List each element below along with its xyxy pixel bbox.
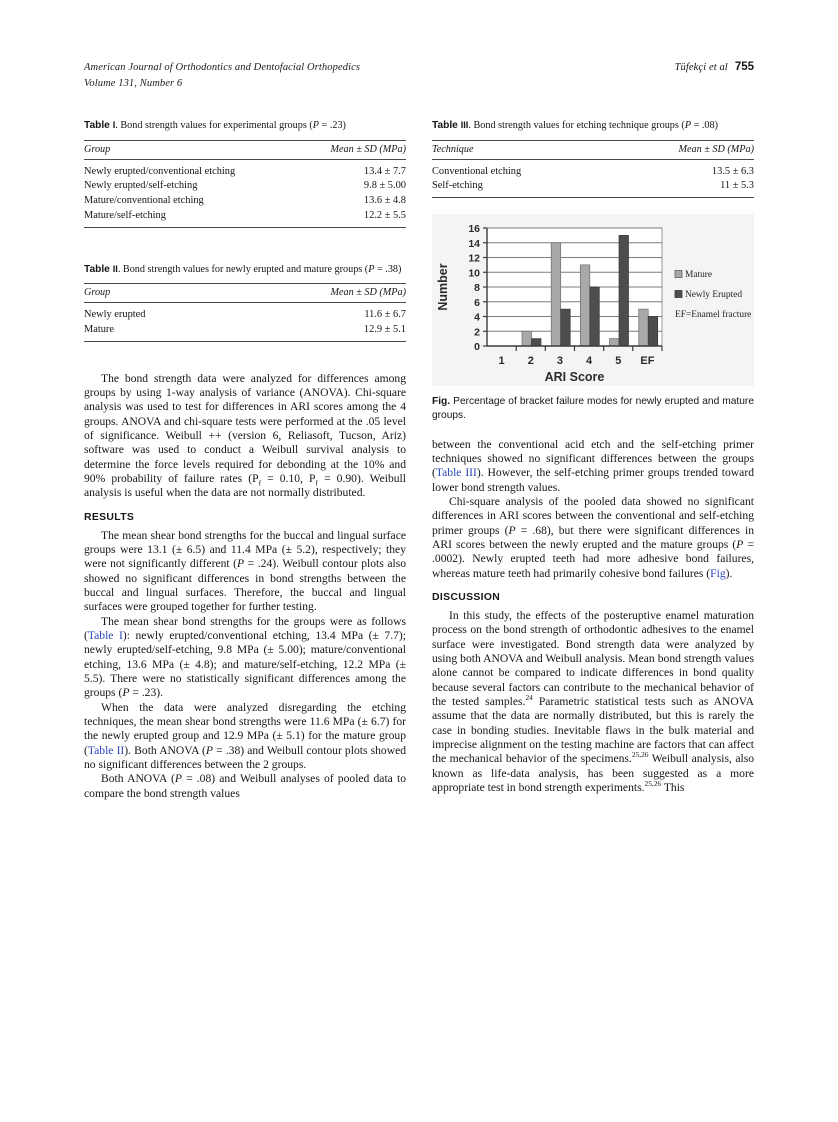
- svg-text:1: 1: [498, 354, 505, 367]
- table-3-r1-mean: 11 ± 5.3: [720, 180, 754, 192]
- legend-swatch-newly-erupted: [675, 290, 682, 297]
- svg-text:16: 16: [468, 222, 480, 235]
- running-head-author-block: [675, 60, 754, 76]
- volume-issue: Volume 131, Number 6: [84, 77, 183, 89]
- figure-caption: [432, 395, 754, 424]
- table-3-caption-text-b: = .08): [691, 120, 719, 131]
- table-row: [84, 179, 406, 194]
- paragraph-discussion-1: In this study, the effects of the posteruptive enamel maturation process on the bond strength of orthodontic adhesives to the enamel surface were investigated. Bond strength data were analyzed by using both ANOVA and Weibull analysis. Mean bond strength values alone cannot be compared to indicate differences in bond quality because several factors can contribute to the mechanical behavior of the tested samples.$^{24}$ Parametric statistical tests such as ANOVA assume that the data are normally distributed, but this is rarely the case in bonding studies. Inevitable flaws in the bulk material and imprecise alignment on the testing machine are factors that can affect the mechanical behavior of the specimens.$^{25,26}$ Weibull analysis, also known as life-data analysis, has been suggested as a more appropriate test in bond strength experiments.$^{25,26}$ This: [432, 609, 755, 795]
- right-column: [432, 118, 754, 795]
- table-1-r0-group: Newly erupted/conventional etching: [84, 165, 236, 177]
- table-row: [84, 322, 406, 341]
- running-head-authors: Tüfekçi et al: [674, 62, 728, 73]
- table-1-r2-mean: 13.6 ± 4.8: [363, 195, 406, 207]
- table-3: [432, 118, 754, 198]
- figure-label: Fig.: [432, 395, 451, 407]
- table-row: [84, 159, 406, 179]
- spacer-table1-table2: [84, 228, 406, 262]
- table-3-caption-p: P: [684, 120, 692, 131]
- svg-text:3: 3: [556, 354, 563, 367]
- p-italic: P: [205, 743, 213, 757]
- journal-title: American Journal of Orthodontics and Dentofacial Orthopedics: [84, 62, 361, 73]
- svg-text:14: 14: [468, 237, 480, 250]
- svg-text:6: 6: [474, 296, 480, 309]
- section-heading-discussion: DISCUSSION: [432, 592, 501, 603]
- link-table-1[interactable]: Table I: [87, 629, 123, 642]
- table-1-r3-mean: 12.2 ± 5.5: [363, 209, 406, 221]
- table-1-grid: [84, 140, 406, 228]
- table-1-caption-p: P: [312, 120, 319, 131]
- paragraph-results-4: Both ANOVA (P = .08) and Weibull analyses of pooled data to compare the bond strength values: [84, 772, 407, 800]
- table-row: [84, 194, 406, 209]
- svg-text:2: 2: [474, 326, 480, 339]
- table-1-label: Table I: [84, 120, 116, 131]
- legend-swatch-mature: [675, 270, 682, 277]
- section-heading-results: RESULTS: [84, 511, 135, 523]
- p-italic: P: [736, 537, 744, 551]
- svg-text:4: 4: [474, 311, 480, 324]
- table-1-r2-group: Mature/conventional etching: [84, 195, 204, 207]
- table-1-r1-group: Newly erupted/self-etching: [84, 180, 198, 192]
- table-3-col-mean: Mean ± SD (MPa): [606, 140, 754, 159]
- table-2-caption-text-a: . Bond strength values for newly erupted and mature groups (: [117, 263, 369, 275]
- figure: [432, 214, 754, 424]
- figure-image: [432, 214, 754, 386]
- svg-text:EF: EF: [640, 354, 655, 367]
- table-2-caption-p: P: [368, 263, 375, 275]
- left-column: [84, 118, 406, 801]
- table-3-r1-technique: Self-etching: [432, 180, 483, 192]
- table-3-label: Table III: [432, 120, 469, 131]
- table-2-col-group: Group: [84, 284, 229, 303]
- table-1-col-mean: Mean ± SD (MPa): [299, 140, 406, 159]
- running-head: [84, 60, 754, 92]
- table-row: [84, 208, 406, 227]
- table-2-col-mean: Mean ± SD (MPa): [229, 284, 406, 303]
- legend-label-mature: Mature: [685, 269, 713, 280]
- table-3-grid: [432, 140, 754, 198]
- table-2-r1-mean: 12.9 ± 5.1: [363, 323, 406, 335]
- table-2-r0-group: Newly erupted: [84, 309, 146, 321]
- table-1-r0-mean: 13.4 ± 7.7: [363, 165, 406, 177]
- table-3-r0-technique: Conventional etching: [432, 165, 522, 177]
- svg-text:12: 12: [468, 252, 480, 265]
- spacer-table2-body: [84, 342, 406, 372]
- link-figure[interactable]: Fig: [710, 566, 726, 580]
- page-number: 755: [734, 61, 754, 73]
- table-3-r0-mean: 13.5 ± 6.3: [711, 165, 754, 177]
- table-2-r1-group: Mature: [84, 323, 115, 335]
- table-3-col-technique: Technique: [432, 140, 606, 159]
- table-3-caption-text-a: . Bond strength values for etching technique groups (: [468, 120, 685, 131]
- svg-text:10: 10: [468, 267, 480, 280]
- p-italic: P: [508, 523, 516, 537]
- svg-text:5: 5: [615, 354, 622, 367]
- table-2: [84, 262, 406, 342]
- table-2-caption-text-b: = .38): [374, 263, 402, 275]
- table-2-r0-mean: 11.6 ± 6.7: [364, 309, 406, 321]
- paragraph-results-2: The mean shear bond strengths for the groups were as follows (Table I): newly erupted/conventional etching, 13.4 MPa (± 7.7); newly erupted/self-etching, 9.8 MPa (± 5.00); mature/conventional etching, 13.6 MPa (± 4.8); and mature/self-etching, 12.2 MPa (± 5.5). There were no statistically significant differences among the groups (P = .23).: [84, 614, 406, 700]
- link-table-3[interactable]: Table III: [435, 466, 477, 480]
- table-2-grid: [84, 283, 406, 341]
- legend-note-ef: EF=Enamel fracture: [675, 309, 752, 320]
- table-2-header-row: [84, 284, 406, 303]
- p-italic: P: [174, 772, 182, 786]
- paragraph-results-1: The mean shear bond strengths for the buccal and lingual surface groups were 13.1 (± 6.5) and 11.4 MPa (± 5.2), respectively; they were not significantly different (P = .24). Weibull contour plots also showed no significant differences in bond strengths between the buccal and lingual surfaces. Therefore, the buccal and lingual surfaces were grouped together for further testing.: [84, 528, 407, 614]
- table-3-caption: [432, 118, 754, 134]
- paragraph-right-continued: between the conventional acid etch and the self-etching primer techniques showed no significant differences between the groups (Table III). However, the self-etching primer groups trended toward lower bond strength values.: [432, 437, 754, 494]
- table-1-caption-text-b: = .23): [318, 120, 346, 131]
- svg-text:8: 8: [474, 281, 480, 294]
- table-1-caption-text-a: . Bond strength values for experimental groups (: [115, 120, 313, 131]
- svg-text:0: 0: [474, 340, 480, 353]
- svg-text:4: 4: [586, 354, 593, 367]
- chart-x-axis-title: ARI Score: [544, 369, 605, 384]
- citation-25-26-a[interactable]: 25,26: [631, 750, 649, 760]
- bar-chart: [432, 214, 754, 386]
- table-2-caption: [84, 262, 406, 278]
- legend-label-newly-erupted: Newly Erupted: [685, 289, 743, 300]
- p-italic: P: [237, 557, 245, 571]
- citation-25-26-b[interactable]: 25,26: [644, 779, 662, 789]
- paragraph-results-3: When the data were analyzed disregarding the etching techniques, the mean shear bond strengths were 11.6 MPa (± 6.7) for the newly erupted group and 12.9 MPa (± 5.1) for the mature group (Table II). Both ANOVA (P = .38) and Weibull contour plots showed no significant differences between the 2 groups.: [84, 700, 407, 772]
- table-row: [84, 303, 406, 323]
- citation-24[interactable]: 24: [525, 693, 533, 703]
- chart-y-axis-title: Number: [436, 263, 450, 311]
- table-1-header-row: [84, 140, 406, 159]
- figure-caption-text: Percentage of bracket failure modes for newly erupted and mature groups.: [432, 395, 754, 422]
- p-italic: P: [122, 686, 130, 700]
- table-row: [432, 179, 754, 198]
- table-1: [84, 118, 406, 228]
- paragraph-methods-stats: The bond strength data were analyzed for differences among groups by using 1-way analysis of variance (ANOVA). Chi-square analysis was used to test for differences in ARI scores among the 4 groups. ANOVA and chi-square tests were performed at the .05 level of significance. Weibull ++ (version 6, Reliasoft, Tucson, Ariz) software was used to conduct a Weibull survival analysis to determine the force levels required for debonding at the 10% and 90% probability of failure rates ($P_f = 0.10$, $P_f = 0.90$). Weibull analysis is useful when the data are not normally distributed.: [84, 371, 406, 500]
- table-1-caption: [84, 118, 406, 134]
- table-2-label: Table II: [84, 263, 118, 275]
- table-row: [432, 159, 754, 179]
- link-table-2[interactable]: Table II: [87, 743, 125, 757]
- pf-subscript-2: f: [315, 478, 318, 488]
- running-head-journal-block: [84, 60, 360, 91]
- table-1-r3-group: Mature/self-etching: [84, 209, 166, 221]
- svg-text:2: 2: [527, 354, 534, 367]
- pf-subscript-1: f: [258, 478, 262, 488]
- table-1-r1-mean: 9.8 ± 5.00: [363, 180, 406, 192]
- table-1-col-group: Group: [84, 140, 299, 159]
- table-3-header-row: [432, 140, 754, 159]
- paragraph-chi-square: Chi-square analysis of the pooled data showed no significant differences in ARI scores between the conventional and self-etching primer groups (P = .68), but there were significant differences in ARI scores between the newly erupted and the mature groups (P = .0002). Newly erupted teeth had more adhesive bond failures, whereas mature teeth had primarily cohesive bond failures (Fig).: [432, 494, 755, 580]
